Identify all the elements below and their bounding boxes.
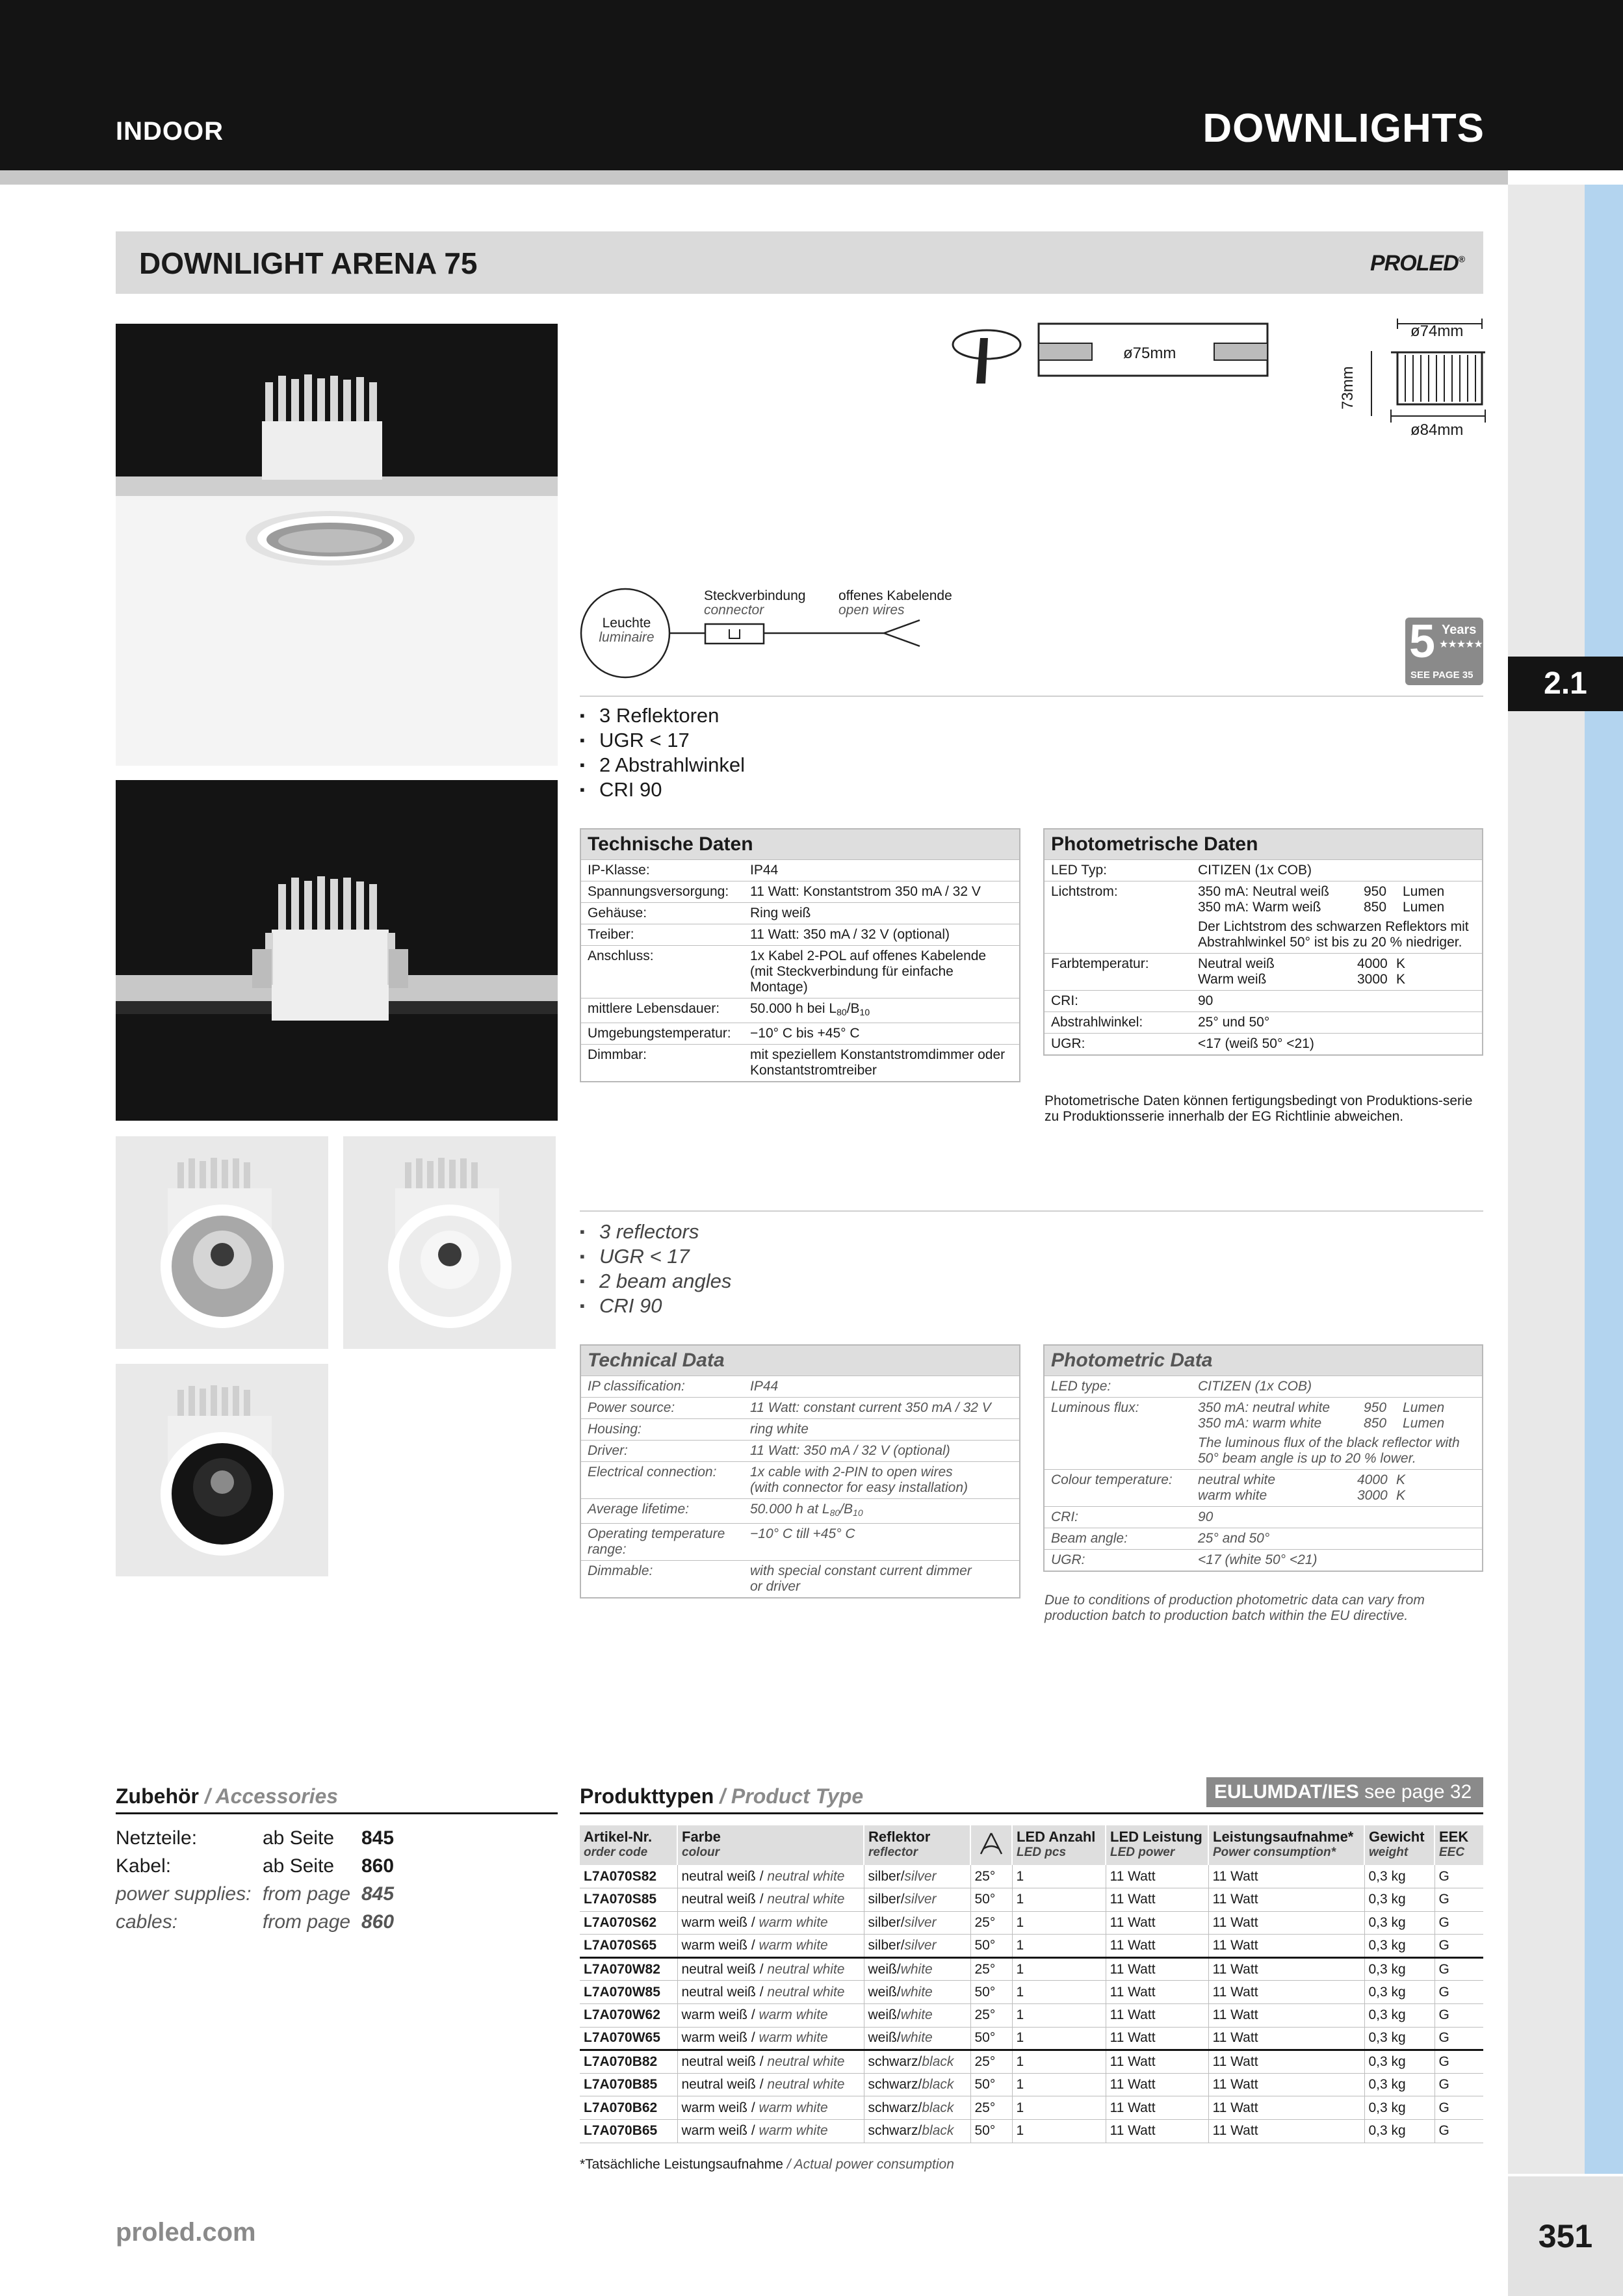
list-item: ▪ 3 reflectors: [580, 1220, 731, 1244]
photo-note-en: Due to conditions of production photometric data can vary from production batch to production batch within the EU directive.: [1045, 1593, 1425, 1623]
luminaire-label: Leuchte luminaire: [599, 616, 655, 645]
table-row: Beam angle: 25° and 50°: [1045, 1528, 1482, 1550]
table-row: Lichtstrom: 350 mA: Neutral weiß 950 Lumen 350 mA: Warm weiß 850 Lumen Der Lichtstrom des schwarzen Reflektors mit Abstrahlwinkel 50° ist bis zu 20 % niedriger.: [1045, 881, 1482, 954]
list-item: ▪ UGR < 17: [580, 728, 745, 753]
panel-title: Technical Data: [581, 1346, 1019, 1376]
product-title: DOWNLIGHT ARENA 75: [139, 246, 478, 280]
cutout-dimension: ø75mm: [1123, 345, 1176, 362]
table-row: IP-Klasse: IP44: [581, 860, 1019, 881]
cutout-drawing: [942, 319, 1280, 390]
page-link[interactable]: 845: [361, 1883, 395, 1905]
height-dimension: 73mm: [1339, 366, 1357, 410]
table-row: IP classification: IP44: [581, 1376, 1019, 1398]
side-strip-blue: [1585, 185, 1623, 2174]
accessories-heading: Zubehör / Accessories: [116, 1784, 339, 1808]
divider: [116, 1812, 558, 1814]
tech-data-de-panel: [580, 828, 1020, 1082]
table-row: cables: from page 860: [116, 1908, 394, 1936]
panel-title: Photometrische Daten: [1045, 829, 1482, 859]
list-item: ▪ CRI 90: [580, 1294, 731, 1318]
photo-note-de: Photometrische Daten können fertigungsbedingt von Produktions-serie zu Produktionsserie innerhalb der EG Richtlinie abweichen.: [1045, 1093, 1473, 1124]
table-row: L7A070S85 neutral weiß / neutral white silber/silver 50° 1 11 Watt 11 Watt 0,3 kg G: [580, 1888, 1483, 1912]
table-row: Electrical connection: 1x cable with 2-PIN to open wires (with connector for easy installation): [581, 1462, 1019, 1499]
table-row: Power source: 11 Watt: constant current 350 mA / 32 V: [581, 1398, 1019, 1419]
divider: [580, 1210, 1483, 1212]
table-row: Luminous flux: 350 mA: neutral white 950 Lumen 350 mA: warm white 850 Lumen The luminous flux of the black reflector with 50° beam angle is up to 20 % lower.: [1045, 1398, 1482, 1470]
feature-list-en: [580, 1220, 731, 1318]
table-row: Abstrahlwinkel: 25° und 50°: [1045, 1012, 1482, 1034]
tech-data-en-panel: [580, 1344, 1020, 1598]
table-row: UGR: <17 (white 50° <21): [1045, 1550, 1482, 1571]
table-row: Colour temperature: neutral white 4000 K warm white 3000 K: [1045, 1470, 1482, 1507]
table-row: Dimmbar: mit speziellem Konstantstromdimmer oder Konstantstromtreiber: [581, 1045, 1019, 1082]
table-row: Spannungsversorgung: 11 Watt: Konstantstrom 350 mA / 32 V: [581, 881, 1019, 903]
header-underline: [0, 170, 1508, 185]
table-row: L7A070B62 warm weiß / warm white schwarz/black 25° 1 11 Watt 11 Watt 0,3 kg G: [580, 2096, 1483, 2120]
table-row: L7A070S82 neutral weiß / neutral white silber/silver 25° 1 11 Watt 11 Watt 0,3 kg G: [580, 1865, 1483, 1888]
product-types-heading: Produkttypen / Product Type: [580, 1784, 864, 1808]
list-item: ▪ 3 Reflektoren: [580, 703, 745, 728]
category-title: DOWNLIGHTS: [1202, 106, 1485, 151]
page-link[interactable]: 860: [361, 1855, 395, 1877]
side-strip-grey: [1508, 185, 1585, 2174]
table-row: Kabel: ab Seite 860: [116, 1852, 394, 1880]
table-row: L7A070B85 neutral weiß / neutral white schwarz/black 50° 1 11 Watt 11 Watt 0,3 kg G: [580, 2073, 1483, 2096]
reflector-tile-black: [116, 1364, 328, 1576]
product-photo-side: [116, 780, 558, 1121]
table-row: UGR: <17 (weiß 50° <21): [1045, 1034, 1482, 1055]
page-link[interactable]: 845: [361, 1827, 395, 1849]
eulumdat-link[interactable]: EULUMDAT/IES see page 32: [1206, 1777, 1483, 1807]
page-link[interactable]: 860: [361, 1911, 395, 1933]
table-row: Driver: 11 Watt: 350 mA / 32 V (optional): [581, 1441, 1019, 1462]
photo-data-de-panel: [1043, 828, 1483, 1056]
footer-url[interactable]: proled.com: [116, 2218, 256, 2247]
table-row: LED type: CITIZEN (1x COB): [1045, 1376, 1482, 1398]
product-photo-installed: [116, 324, 558, 766]
table-row: Umgebungstemperatur: −10° C bis +45° C: [581, 1023, 1019, 1045]
list-item: ▪ UGR < 17: [580, 1244, 731, 1269]
top-diameter: ø74mm: [1410, 322, 1464, 340]
open-wires-label: offenes Kabelende open wires: [838, 588, 952, 618]
warranty-badge: 5 Years ★★★★★ SEE PAGE 35: [1405, 618, 1483, 685]
beam-angle-icon: [970, 1825, 1012, 1865]
table-footnote: *Tatsächliche Leistungsaufnahme / Actual power consumption: [580, 2157, 954, 2172]
brand-logo: PROLED®: [1370, 251, 1464, 276]
divider: [580, 1812, 1483, 1814]
reflector-tile-white: [343, 1136, 556, 1349]
page-number: 351: [1508, 2176, 1623, 2296]
table-row: CRI: 90: [1045, 991, 1482, 1012]
accessories-table: [116, 1824, 394, 1936]
table-row: L7A070W85 neutral weiß / neutral white weiß/white 50° 1 11 Watt 11 Watt 0,3 kg G: [580, 1981, 1483, 2004]
panel-title: Photometric Data: [1045, 1346, 1482, 1376]
product-table: [580, 1825, 1483, 2143]
chapter-tab[interactable]: 2.1: [1508, 657, 1623, 711]
list-item: ▪ 2 Abstrahlwinkel: [580, 753, 745, 777]
table-row: L7A070S62 warm weiß / warm white silber/silver 25° 1 11 Watt 11 Watt 0,3 kg G: [580, 1911, 1483, 1935]
table-row: Dimmable: with special constant current dimmer or driver: [581, 1561, 1019, 1598]
table-row: L7A070W65 warm weiß / warm white weiß/white 50° 1 11 Watt 11 Watt 0,3 kg G: [580, 2027, 1483, 2050]
table-row: Average lifetime: 50.000 h at $L_{80}/B_{10}$: [581, 1499, 1019, 1524]
table-row: CRI: 90: [1045, 1507, 1482, 1528]
panel-title: Technische Daten: [581, 829, 1019, 859]
list-item: ▪ CRI 90: [580, 777, 745, 802]
table-row: Treiber: 11 Watt: 350 mA / 32 V (optional): [581, 924, 1019, 946]
bottom-diameter: ø84mm: [1410, 421, 1464, 439]
list-item: ▪ 2 beam angles: [580, 1269, 731, 1294]
reflector-tile-silver: [116, 1136, 328, 1349]
table-row: Farbtemperatur: Neutral weiß 4000 K Warm weiß 3000 K: [1045, 954, 1482, 991]
table-row: L7A070B65 warm weiß / warm white schwarz/black 50° 1 11 Watt 11 Watt 0,3 kg G: [580, 2120, 1483, 2143]
table-row: L7A070W82 neutral weiß / neutral white weiß/white 25° 1 11 Watt 11 Watt 0,3 kg G: [580, 1957, 1483, 1981]
table-row: mittlere Lebensdauer: 50.000 h bei $L_{80}/B_{10}$: [581, 998, 1019, 1023]
table-row: L7A070W62 warm weiß / warm white weiß/white 25° 1 11 Watt 11 Watt 0,3 kg G: [580, 2004, 1483, 2028]
table-row: L7A070B82 neutral weiß / neutral white schwarz/black 25° 1 11 Watt 11 Watt 0,3 kg G: [580, 2050, 1483, 2074]
table-header-row: Artikel-Nr. order code Farbe colour Reflektor reflector LED Anzahl LED pcs LED Leistung LED power Leistungsaufnahme* Power consumption* Gewicht weight EEK EEC: [580, 1825, 1483, 1865]
section-label: INDOOR: [116, 117, 224, 146]
table-row: Operating temperature range: −10° C till +45° C: [581, 1524, 1019, 1561]
photo-data-en-panel: [1043, 1344, 1483, 1572]
feature-list-de: [580, 703, 745, 802]
table-row: L7A070S65 warm weiß / warm white silber/silver 50° 1 11 Watt 11 Watt 0,3 kg G: [580, 1935, 1483, 1958]
table-row: Housing: ring white: [581, 1419, 1019, 1441]
star-icon: ★★★★★: [1439, 639, 1483, 650]
divider: [580, 696, 1483, 697]
table-row: LED Typ: CITIZEN (1x COB): [1045, 860, 1482, 881]
table-row: Anschluss: 1x Kabel 2-POL auf offenes Kabelende (mit Steckverbindung für einfache Montage): [581, 946, 1019, 998]
table-row: Netzteile: ab Seite 845: [116, 1824, 394, 1852]
connector-label: Steckverbindung connector: [704, 588, 806, 618]
table-row: power supplies: from page 845: [116, 1880, 394, 1908]
table-row: Gehäuse: Ring weiß: [581, 903, 1019, 924]
